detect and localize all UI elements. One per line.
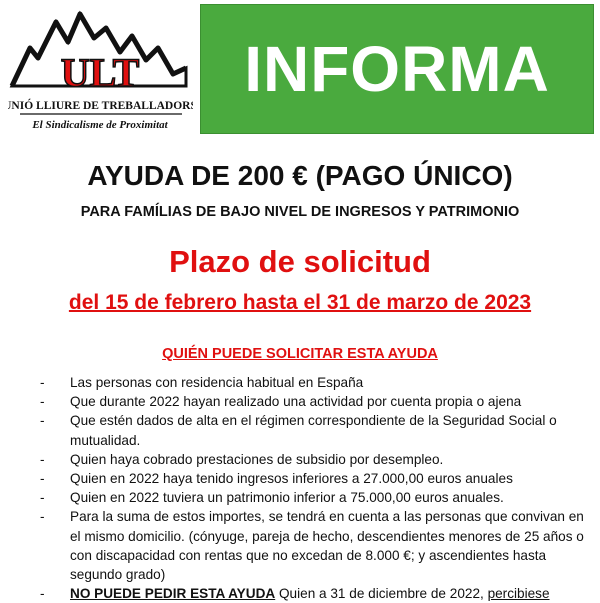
- list-item: [40, 488, 585, 507]
- list-item: [40, 411, 585, 449]
- list-item-exclusion: [40, 584, 585, 603]
- bullet-dash: -: [40, 375, 45, 390]
- bullet-dash: -: [40, 413, 45, 429]
- exclusion-label: NO PUEDE PEDIR ESTA AYUDA: [70, 586, 276, 602]
- bullet-dash: -: [40, 451, 45, 467]
- list-item: [40, 507, 585, 584]
- list-item: [40, 373, 585, 392]
- ult-logo-graphic: [8, 8, 193, 136]
- main-title: AYUDA DE 200 € (PAGO ÚNICO): [87, 160, 513, 191]
- exclusion-text: Quien a 31 de diciembre de 2022,: [275, 586, 488, 602]
- list-item-text: Que durante 2022 hayan realizado una actividad por cuenta propia o ajena: [70, 394, 522, 410]
- bullet-dash: -: [40, 490, 45, 506]
- exclusion-last-word: percibiese: [487, 586, 550, 602]
- list-item-text: Para la suma de estos importes, se tendrá en cuenta a las personas que convivan en el mismo domicilio. (cónyuge, pareja de hecho, descendientes menores de 25 años o con discapacidad con rentas que no excedan de 8.000 €; y ascendientes hasta segundo grado): [70, 509, 584, 583]
- list-item: [40, 450, 585, 469]
- list-item-text: Las personas con residencia habitual en España: [70, 375, 364, 390]
- logo-name: UNIÓ LLIURE DE TREBALLADORS: [8, 100, 193, 112]
- list-item-text: Quien en 2022 tuviera un patrimonio inferior a 75.000,00 euros anuales.: [70, 490, 504, 506]
- deadline-dates: [0, 291, 600, 315]
- ult-logo: [8, 8, 193, 136]
- logo-tagline: El Sindicalisme de Proximitat: [32, 119, 168, 131]
- requirements-list: [40, 373, 585, 603]
- bullet-dash: -: [40, 509, 45, 525]
- bullet-dash: -: [40, 394, 45, 410]
- list-item: [40, 469, 585, 488]
- deadline-title: Plazo de solicitud: [169, 244, 431, 279]
- bullet-dash: -: [40, 586, 45, 602]
- list-item-text: Quien en 2022 haya tenido ingresos inferiores a 27.000,00 euros anuales: [70, 471, 513, 487]
- section-heading-text: QUIÉN PUEDE SOLICITAR ESTA AYUDA: [162, 346, 438, 362]
- list-item-text: Que estén dados de alta en el régimen correspondiente de la Seguridad Social o mutualidad.: [70, 413, 557, 448]
- section-heading: [0, 346, 600, 362]
- bullet-dash: -: [40, 471, 45, 487]
- list-item-text: Quien haya cobrado prestaciones de subsidio por desempleo.: [70, 451, 444, 467]
- logo-acronym: ULT: [60, 50, 140, 95]
- subtitle: PARA FAMÍLIAS DE BAJO NIVEL DE INGRESOS Y PATRIMONIO: [80, 204, 520, 220]
- informa-banner: INFORMA: [200, 4, 594, 134]
- list-item: [40, 392, 585, 411]
- deadline-dates-text: del 15 de febrero hasta el 31 de marzo de 2023: [68, 291, 532, 314]
